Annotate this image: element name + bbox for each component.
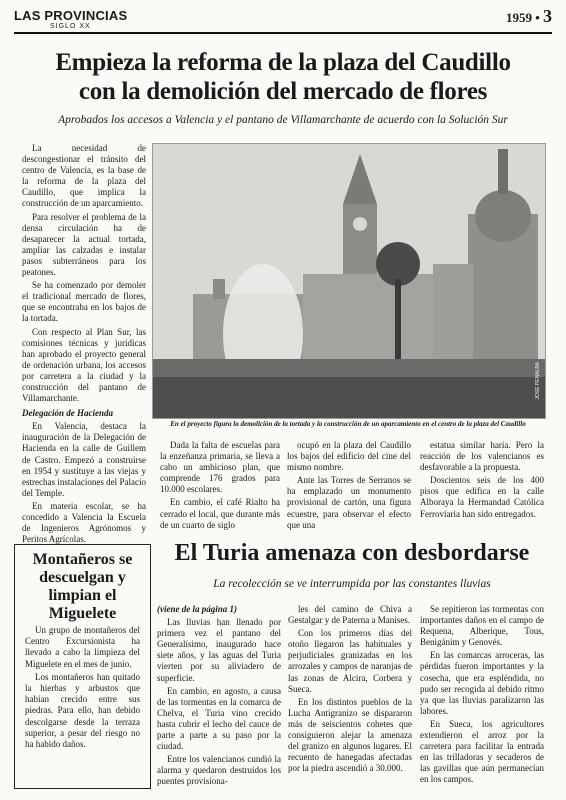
masthead-year: 1959 — [505, 10, 532, 25]
article1-column-3: ocupó en la plaza del Caudillo los bajos del edificio del cine del mismo nombre. Ante las Torres de Serranos se ha emplazado un monumento provisional de cartón, una figura ecuestre, para observar el efecto que una — [287, 440, 411, 530]
photo-credit: JOSÉ PENALBA — [535, 362, 541, 400]
article1-subhead: Delegación de Hacienda — [22, 408, 113, 419]
article2-headline: El Turia amenaza con desbordarse — [174, 540, 530, 566]
article1-column-2: Dada la falta de escuelas para la enzeñanza primaria, se lleva a cabo un ambicioso plan, que comprende 176 grados para 10.000 escolares. En cambio, el café Rialto ha cerrado el local, que durante más de un cuarto de siglo — [160, 440, 280, 530]
masthead-name: LAS PROVINCIAS — [14, 8, 128, 23]
article2-subheadline: La recolección se ve interrumpida por las constantes lluvias — [213, 578, 491, 590]
article2-column-1: (viene de la página 1) Las lluvias han llenado por primera vez el pantano del Generalísimo, inaugurado hace siete años, y las aguas del Turia vierten por su aliviadero de superficie. En cambio, en agosto, a causa de las tormentas en la comarca de Chelva, el Turia vino crecido hasta cubrir el lecho del cauce de parte a parte a su paso por la ciudad. Entre los valencianos cundió la alarma y quedaron destruidos los puentes provisiona- — [157, 604, 281, 787]
article2-lead: (viene de la página 1) — [157, 604, 237, 614]
plaza-photo — [152, 143, 546, 419]
article2-column-2: les del camino de Chiva a Gestalgar y de Paterna a Manises. Con los primeros días del otoño llegaron las habituales y perjudiciales granizadas en los arrozales y campos de naranjas de las zonas de Alcira, Corbera y Sueca. En los distintos pueblos de la Lucha Antigranizo se dispararon más de seiscientos cohetes que consiguieron alejar la amenaza del granizo en algunos lugares. El recuento de hanegadas afectadas por la piedra ascendió a 30.000. — [288, 604, 412, 774]
article1-subheadline: Aprobados los accesos a Valencia y el pantano de Villamarchante de acuerdo con la Solución Sur — [58, 114, 508, 126]
sidebar-box — [14, 544, 151, 789]
sidebar-title: Montañeros se descuelgan y limpian el Miguelete — [32, 551, 133, 622]
plaza-illustration — [153, 144, 545, 418]
article1-headline: Empieza la reforma de la plaza del Caudillo con la demolición del mercado de flores — [55, 49, 511, 105]
masthead-date-page: 1959 • 3 — [505, 6, 552, 26]
photo-caption: En el proyecto figura la demolición de la tortada y la construcción de un aparcamiento en el centro de la plaza del Caudillo — [170, 420, 526, 428]
page-number: 3 — [543, 6, 552, 26]
article1-column-1: La necesidad de descongestionar el tránsito del centro de Valencia, es la base de la reforma de la plaza del Caudillo, que implica la construcción de un aparcamiento. Para resolver el problema de la densa circulación ha de desaparecer la actual tortada, ampliar las calzadas e instalar pasos subterráneos para los peatones. Se ha comenzado por demoler el tradicional mercado de flores, que se encontraba en los bajos de la tortada. Con respecto al Plan Sur, las comisiones técnicas y jurídicas han aprobado el proyecto general de ordenación urbana, los accesos por carretera a la ciudad y la construcción del pantano de Villamarchante. Delegación de Hacienda En Valencia, destaca la inauguración de la Delegación de Hacienda en la calle de Guillem de Castro. Empezó a construirse en 1954 y sustituye a las viejas y estrechas instalaciones del Palacio del Temple. En materia escolar, se ha concedido a Valencia la Escuela de Ingenieros Agrónomos y Peritos Agrícolas. — [22, 143, 146, 545]
article1-column-4: estatua similar haría. Pero la reacción de los valencianos es desfavorable a la propuesta. Doscientos seis de los 400 pisos que edifica en la calle Alboraya la Hermandad Católica Ferroviaria han sido entregados. — [420, 440, 544, 519]
article2-column-3: Se repitieron las tormentas con importantes daños en el campo de Requena, Alberique, Tous, Benigánim y Genovés. En las comarcas arroceras, las pérdidas fueron importantes y la cosecha, que era espléndida, no pudo ser recogida al debido ritmo ya que las lluvias paralizaron las labores. En Sueca, los agricultores extendieron el arroz por la carretera para facilitar la entrada en las trilladoras y secaderos de las gavillas que aún permanecían en los campos. — [420, 604, 544, 785]
sidebar-body: Un grupo de montañeros del Centro Excursionista ha llevado a cabo la limpieza del Miguelete en el mes de junio. Los montañeros han quitado la hierbas y arbustos que habían crecido entre sus piedras. Para ello, han debido descolgarse desde la terraza superior, a pesar del riesgo no ha habido daños. — [25, 625, 140, 750]
masthead-rule — [14, 32, 552, 34]
masthead-section: SIGLO XX — [50, 23, 91, 30]
